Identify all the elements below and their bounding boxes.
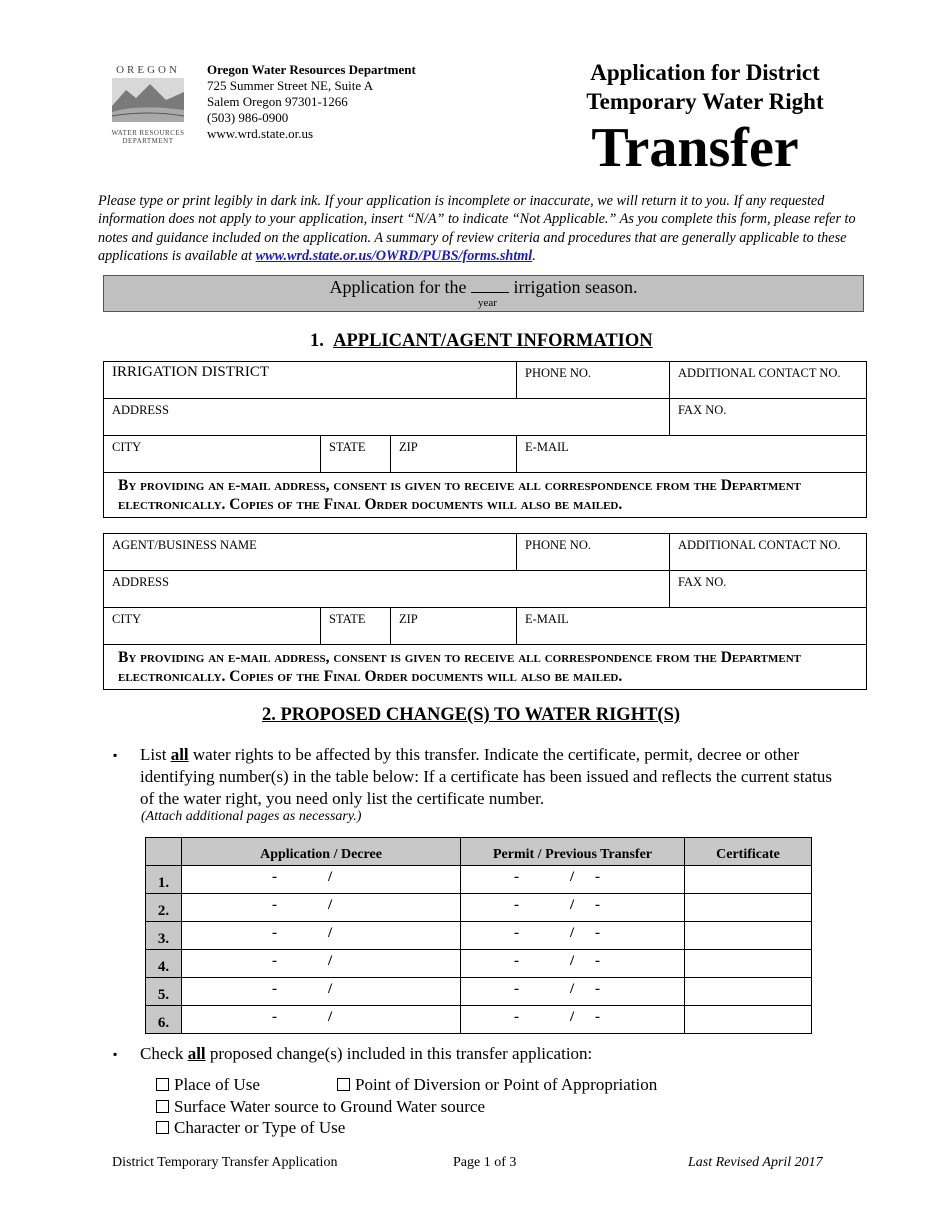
dash-separator: -: [595, 869, 600, 885]
section1-number: 1.: [310, 331, 324, 351]
slash-separator: /: [328, 953, 333, 969]
dash-separator: -: [272, 897, 277, 913]
agent-email-field[interactable]: [517, 608, 867, 645]
water-rights-table: [145, 837, 812, 1034]
form-title-line1: Application for District: [590, 60, 820, 85]
slash-separator: /: [328, 925, 333, 941]
dash-separator: -: [514, 897, 519, 913]
bullet1-text: water rights to be affected by this transfer. Indicate the certificate, permit, decree or other identifying number(s) in the table below: If a certificate has been issued and reflects the current status of the water right, you need only list the certificate number.: [140, 745, 833, 808]
checkbox-icon[interactable]: [156, 1121, 169, 1134]
applicant-additional-contact-field[interactable]: [670, 362, 867, 399]
slash-separator: /: [328, 1009, 333, 1025]
certificate-field[interactable]: [685, 978, 812, 1006]
rights-header-permit: Permit / Previous Transfer: [461, 838, 685, 866]
agent-zip-label: ZIP: [399, 612, 418, 626]
forms-link[interactable]: www.wrd.state.or.us/OWRD/PUBS/forms.shtml: [255, 247, 533, 264]
dash-separator: -: [514, 981, 519, 997]
bullet-list-water-rights: [113, 744, 840, 810]
dash-separator: -: [595, 981, 600, 997]
dash-separator: -: [272, 981, 277, 997]
dash-separator: -: [595, 925, 600, 941]
instructions-paragraph: [98, 192, 858, 265]
application-decree-field[interactable]: [182, 978, 461, 1006]
season-text-after: irrigation season.: [508, 277, 638, 297]
agent-additional-contact-field[interactable]: [670, 534, 867, 571]
applicant-email-consent-notice: By providing an e-mail address, consent is given to receive all correspondence from the Department electronically. Copies of the Final Order documents will also be mailed.: [104, 473, 867, 518]
rights-row-number: 3.: [146, 922, 182, 950]
bullet2-text: proposed change(s) included in this transfer application:: [205, 1044, 593, 1063]
applicant-table: [103, 361, 867, 518]
season-year-field[interactable]: [471, 277, 509, 293]
rights-row: [146, 922, 812, 950]
applicant-email-label: E-MAIL: [525, 440, 569, 454]
section2-heading: [262, 705, 680, 726]
org-name: Oregon Water Resources Department: [207, 62, 416, 77]
agent-business-name-field[interactable]: [104, 534, 517, 571]
rights-header-certificate: Certificate: [685, 838, 812, 866]
agent-city-field[interactable]: [104, 608, 321, 645]
dash-separator: -: [595, 897, 600, 913]
season-year-label: year: [478, 297, 497, 309]
instructions-end: .: [532, 247, 536, 264]
owrd-logo: [108, 64, 188, 146]
rights-row-number: 6.: [146, 1006, 182, 1034]
rights-row-number: 2.: [146, 894, 182, 922]
form-title-line2: Temporary Water Right: [586, 89, 824, 114]
section1-title: APPLICANT/AGENT INFORMATION: [333, 331, 653, 351]
applicant-address-field[interactable]: [104, 399, 670, 436]
agent-address-label: ADDRESS: [112, 575, 169, 589]
footer-page-number: Page 1 of 3: [453, 1155, 517, 1170]
permit-transfer-field[interactable]: [461, 1006, 685, 1034]
applicant-city-field[interactable]: [104, 436, 321, 473]
bullet-square-icon: ▪: [113, 1047, 118, 1061]
footer-revision: Last Revised April 2017: [688, 1155, 823, 1170]
checkbox-surface-to-ground[interactable]: [156, 1096, 485, 1117]
footer-form-name: District Temporary Transfer Application: [112, 1155, 338, 1170]
permit-transfer-field[interactable]: [461, 978, 685, 1006]
permit-transfer-field[interactable]: [461, 866, 685, 894]
agent-business-name-label: AGENT/BUSINESS NAME: [112, 538, 257, 552]
section2-title: 2. PROPOSED CHANGE(S) TO WATER RIGHT(S): [262, 705, 681, 725]
mountain-landscape-icon: [108, 76, 188, 124]
irrigation-district-field[interactable]: [104, 362, 517, 399]
rights-row-number: 1.: [146, 866, 182, 894]
bullet-check-changes: [113, 1043, 593, 1065]
applicant-zip-field[interactable]: [391, 436, 517, 473]
certificate-field[interactable]: [685, 1006, 812, 1034]
checkbox-point-of-diversion[interactable]: [337, 1074, 657, 1095]
applicant-state-field[interactable]: [321, 436, 391, 473]
rights-row-number: 5.: [146, 978, 182, 1006]
permit-transfer-field[interactable]: [461, 894, 685, 922]
slash-separator: /: [570, 925, 575, 941]
org-city: Salem Oregon 97301-1266: [207, 94, 348, 109]
agent-fax-field[interactable]: [670, 571, 867, 608]
org-website: www.wrd.state.or.us: [207, 126, 314, 141]
permit-transfer-field[interactable]: [461, 950, 685, 978]
surface-to-ground-label: Surface Water source to Ground Water source: [174, 1097, 486, 1116]
checkbox-character-of-use[interactable]: [156, 1117, 345, 1138]
applicant-email-field[interactable]: [517, 436, 867, 473]
rights-row: [146, 894, 812, 922]
section1-heading: [310, 331, 653, 352]
agent-zip-field[interactable]: [391, 608, 517, 645]
logo-text-department: DEPARTMENT: [122, 137, 174, 145]
checkbox-icon[interactable]: [156, 1078, 169, 1091]
agent-address-field[interactable]: [104, 571, 670, 608]
checkbox-place-of-use[interactable]: [156, 1074, 260, 1095]
rights-header-number: [146, 838, 182, 866]
bullet2-pre: Check: [140, 1044, 188, 1063]
logo-text-water-resources: WATER RESOURCES: [111, 129, 185, 137]
slash-separator: /: [328, 869, 333, 885]
org-phone: (503) 986-0900: [207, 110, 289, 125]
irrigation-district-label: IRRIGATION DISTRICT: [112, 364, 270, 380]
slash-separator: /: [570, 1009, 575, 1025]
bullet2-emphasis: all: [187, 1044, 206, 1063]
dash-separator: -: [595, 1009, 600, 1025]
dash-separator: -: [595, 953, 600, 969]
form-title: [560, 58, 850, 116]
bullet-square-icon: ▪: [113, 748, 118, 762]
slash-separator: /: [328, 981, 333, 997]
dash-separator: -: [272, 1009, 277, 1025]
agent-state-field[interactable]: [321, 608, 391, 645]
checkbox-icon[interactable]: [337, 1078, 350, 1091]
certificate-field[interactable]: [685, 950, 812, 978]
org-street: 725 Summer Street NE, Suite A: [207, 78, 374, 93]
certificate-field[interactable]: [685, 922, 812, 950]
season-text-before: Application for the: [329, 277, 471, 297]
agent-state-label: STATE: [329, 612, 366, 626]
slash-separator: /: [570, 953, 575, 969]
bullet1-emphasis: all: [170, 745, 189, 764]
checkbox-icon[interactable]: [156, 1100, 169, 1113]
certificate-field[interactable]: [685, 894, 812, 922]
agent-email-label: E-MAIL: [525, 612, 569, 626]
point-of-diversion-label: Point of Diversion or Point of Appropriation: [355, 1075, 658, 1094]
applicant-address-label: ADDRESS: [112, 403, 169, 417]
dash-separator: -: [514, 925, 519, 941]
applicant-additional-contact-label: ADDITIONAL CONTACT NO.: [678, 366, 841, 380]
rights-row-number: 4.: [146, 950, 182, 978]
agent-table: [103, 533, 867, 690]
slash-separator: /: [570, 869, 575, 885]
agent-fax-label: FAX NO.: [678, 575, 727, 589]
permit-transfer-field[interactable]: [461, 922, 685, 950]
instructions-text: Please type or print legibly in dark ink. If your application is incomplete or inaccurate, we will return it to you. If any requested information does not apply to your application, insert “N/A” to indicate “Not Applicable.” As you complete this form, please refer to notes and guidance included on the application. A summary of review criteria and procedures that are generally applicable to these applications is available at: [98, 193, 856, 264]
dash-separator: -: [514, 953, 519, 969]
application-decree-field[interactable]: [182, 922, 461, 950]
agent-phone-label: PHONE NO.: [525, 538, 591, 552]
applicant-fax-field[interactable]: [670, 399, 867, 436]
slash-separator: /: [570, 981, 575, 997]
applicant-fax-label: FAX NO.: [678, 403, 727, 417]
agent-city-label: CITY: [112, 612, 142, 626]
rights-row: [146, 978, 812, 1006]
logo-text-oregon: OREGON: [116, 64, 180, 76]
rights-row: [146, 1006, 812, 1034]
rights-row: [146, 950, 812, 978]
applicant-phone-field[interactable]: [517, 362, 670, 399]
slash-separator: /: [328, 897, 333, 913]
certificate-field[interactable]: [685, 866, 812, 894]
applicant-zip-label: ZIP: [399, 440, 418, 454]
agent-phone-field[interactable]: [517, 534, 670, 571]
place-of-use-label: Place of Use: [174, 1075, 260, 1094]
application-decree-field[interactable]: [182, 866, 461, 894]
dash-separator: -: [514, 1009, 519, 1025]
application-decree-field[interactable]: [182, 950, 461, 978]
application-decree-field[interactable]: [182, 1006, 461, 1034]
dash-separator: -: [272, 925, 277, 941]
rights-row: [146, 866, 812, 894]
applicant-phone-label: PHONE NO.: [525, 366, 592, 380]
bullet1-pre: List: [140, 745, 171, 764]
dash-separator: -: [514, 869, 519, 885]
rights-header-application: Application / Decree: [182, 838, 461, 866]
applicant-city-label: CITY: [112, 440, 142, 454]
agent-email-consent-notice: By providing an e-mail address, consent is given to receive all correspondence from the Department electronically. Copies of the Final Order documents will also be mailed.: [104, 645, 867, 690]
slash-separator: /: [570, 897, 575, 913]
dash-separator: -: [272, 953, 277, 969]
department-address-block: [207, 62, 416, 142]
applicant-state-label: STATE: [329, 440, 366, 454]
form-title-big: Transfer: [591, 117, 799, 179]
agent-additional-contact-label: ADDITIONAL CONTACT NO.: [678, 538, 841, 552]
season-banner: [103, 275, 864, 312]
dash-separator: -: [272, 869, 277, 885]
character-of-use-label: Character or Type of Use: [174, 1118, 346, 1137]
attach-pages-note: (Attach additional pages as necessary.): [141, 809, 362, 824]
application-decree-field[interactable]: [182, 894, 461, 922]
